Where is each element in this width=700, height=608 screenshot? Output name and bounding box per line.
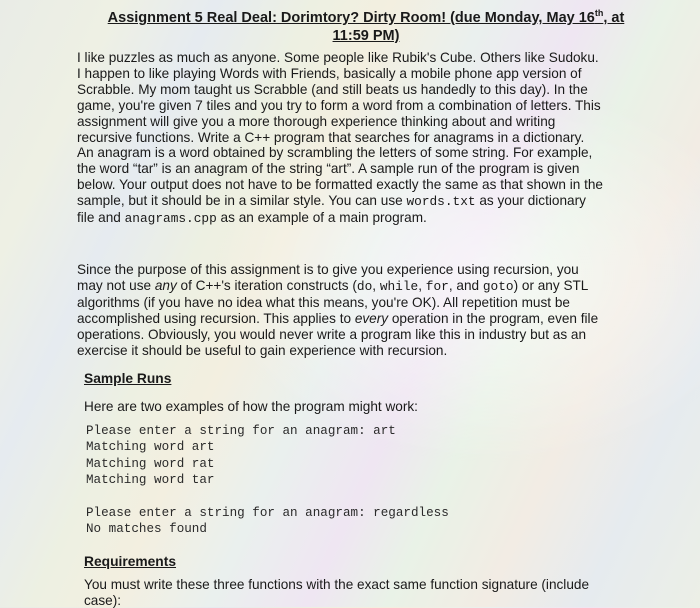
code-line: Matching word tar: [86, 473, 215, 488]
code-line: Matching word rat: [86, 456, 215, 471]
intro-paragraph: I like puzzles as much as anyone. Some people like Rubik's Cube. Others like Sudoku. I happen to like playing Words with Friends, basically a mobile phone app version of Scrabble. My mom taught us Scrabble (and still beats us handedly to this day). In the game, you're given 7 tiles and you try to form a word from a combination of letters. This assignment will give you a more thorough experience thinking about and writing recursive functions. Write a C++ program that searches for anagrams in a dictionary. An anagram is a word obtained by scrambling the letters of some string. For example, the word “tar” is an anagram of the string “art”. A sample run of the program is given below. Your output does not have to be formatted exactly the same as that shown in the sample, but it should be in a similar style. You can use words.txt as your dictionary file and anagrams.cpp as an example of a main program.: [77, 50, 603, 227]
code-line: No matches found: [86, 522, 207, 537]
anagrams-cpp-filename: anagrams.cpp: [124, 211, 217, 227]
assignment-title: [96, 4, 636, 45]
title-line-2: 11:59 PM): [332, 27, 400, 44]
code-line: Matching word art: [86, 440, 215, 455]
requirements-line-1: You must write these three functions with the exact same function signature (include: [84, 577, 590, 592]
title-line-1: Assignment 5 Real Deal: Dorimtory? Dirty Room! (due Monday, May 16th, at: [107, 8, 625, 26]
sample-runs-intro: Here are two examples of how the program might work:: [84, 399, 418, 414]
code-line: Please enter a string for an anagram: art: [86, 424, 396, 438]
code-line: Please enter a string for an anagram: regardless: [86, 506, 449, 520]
sample-runs-heading: Sample Runs: [84, 371, 172, 386]
sample-run-2: [86, 505, 449, 538]
words-txt-filename: words.txt: [406, 194, 476, 210]
sample-run-1: [86, 423, 396, 489]
recursion-paragraph: Since the purpose of this assignment is to give you experience using recursion, you may not use any of C++'s iteration constructs (do, while, for, and goto) or any STL algorithms (if you have no idea what this means, you're OK). All repetition must be accomplished using recursion. This applies to every operation in the program, even file operations. Obviously, you would never write a program like this in industry but as an exercise it should be useful to gain experience with recursion.: [77, 262, 599, 358]
requirements-line-2: case):: [84, 593, 122, 608]
requirements-heading: Requirements: [84, 554, 177, 569]
